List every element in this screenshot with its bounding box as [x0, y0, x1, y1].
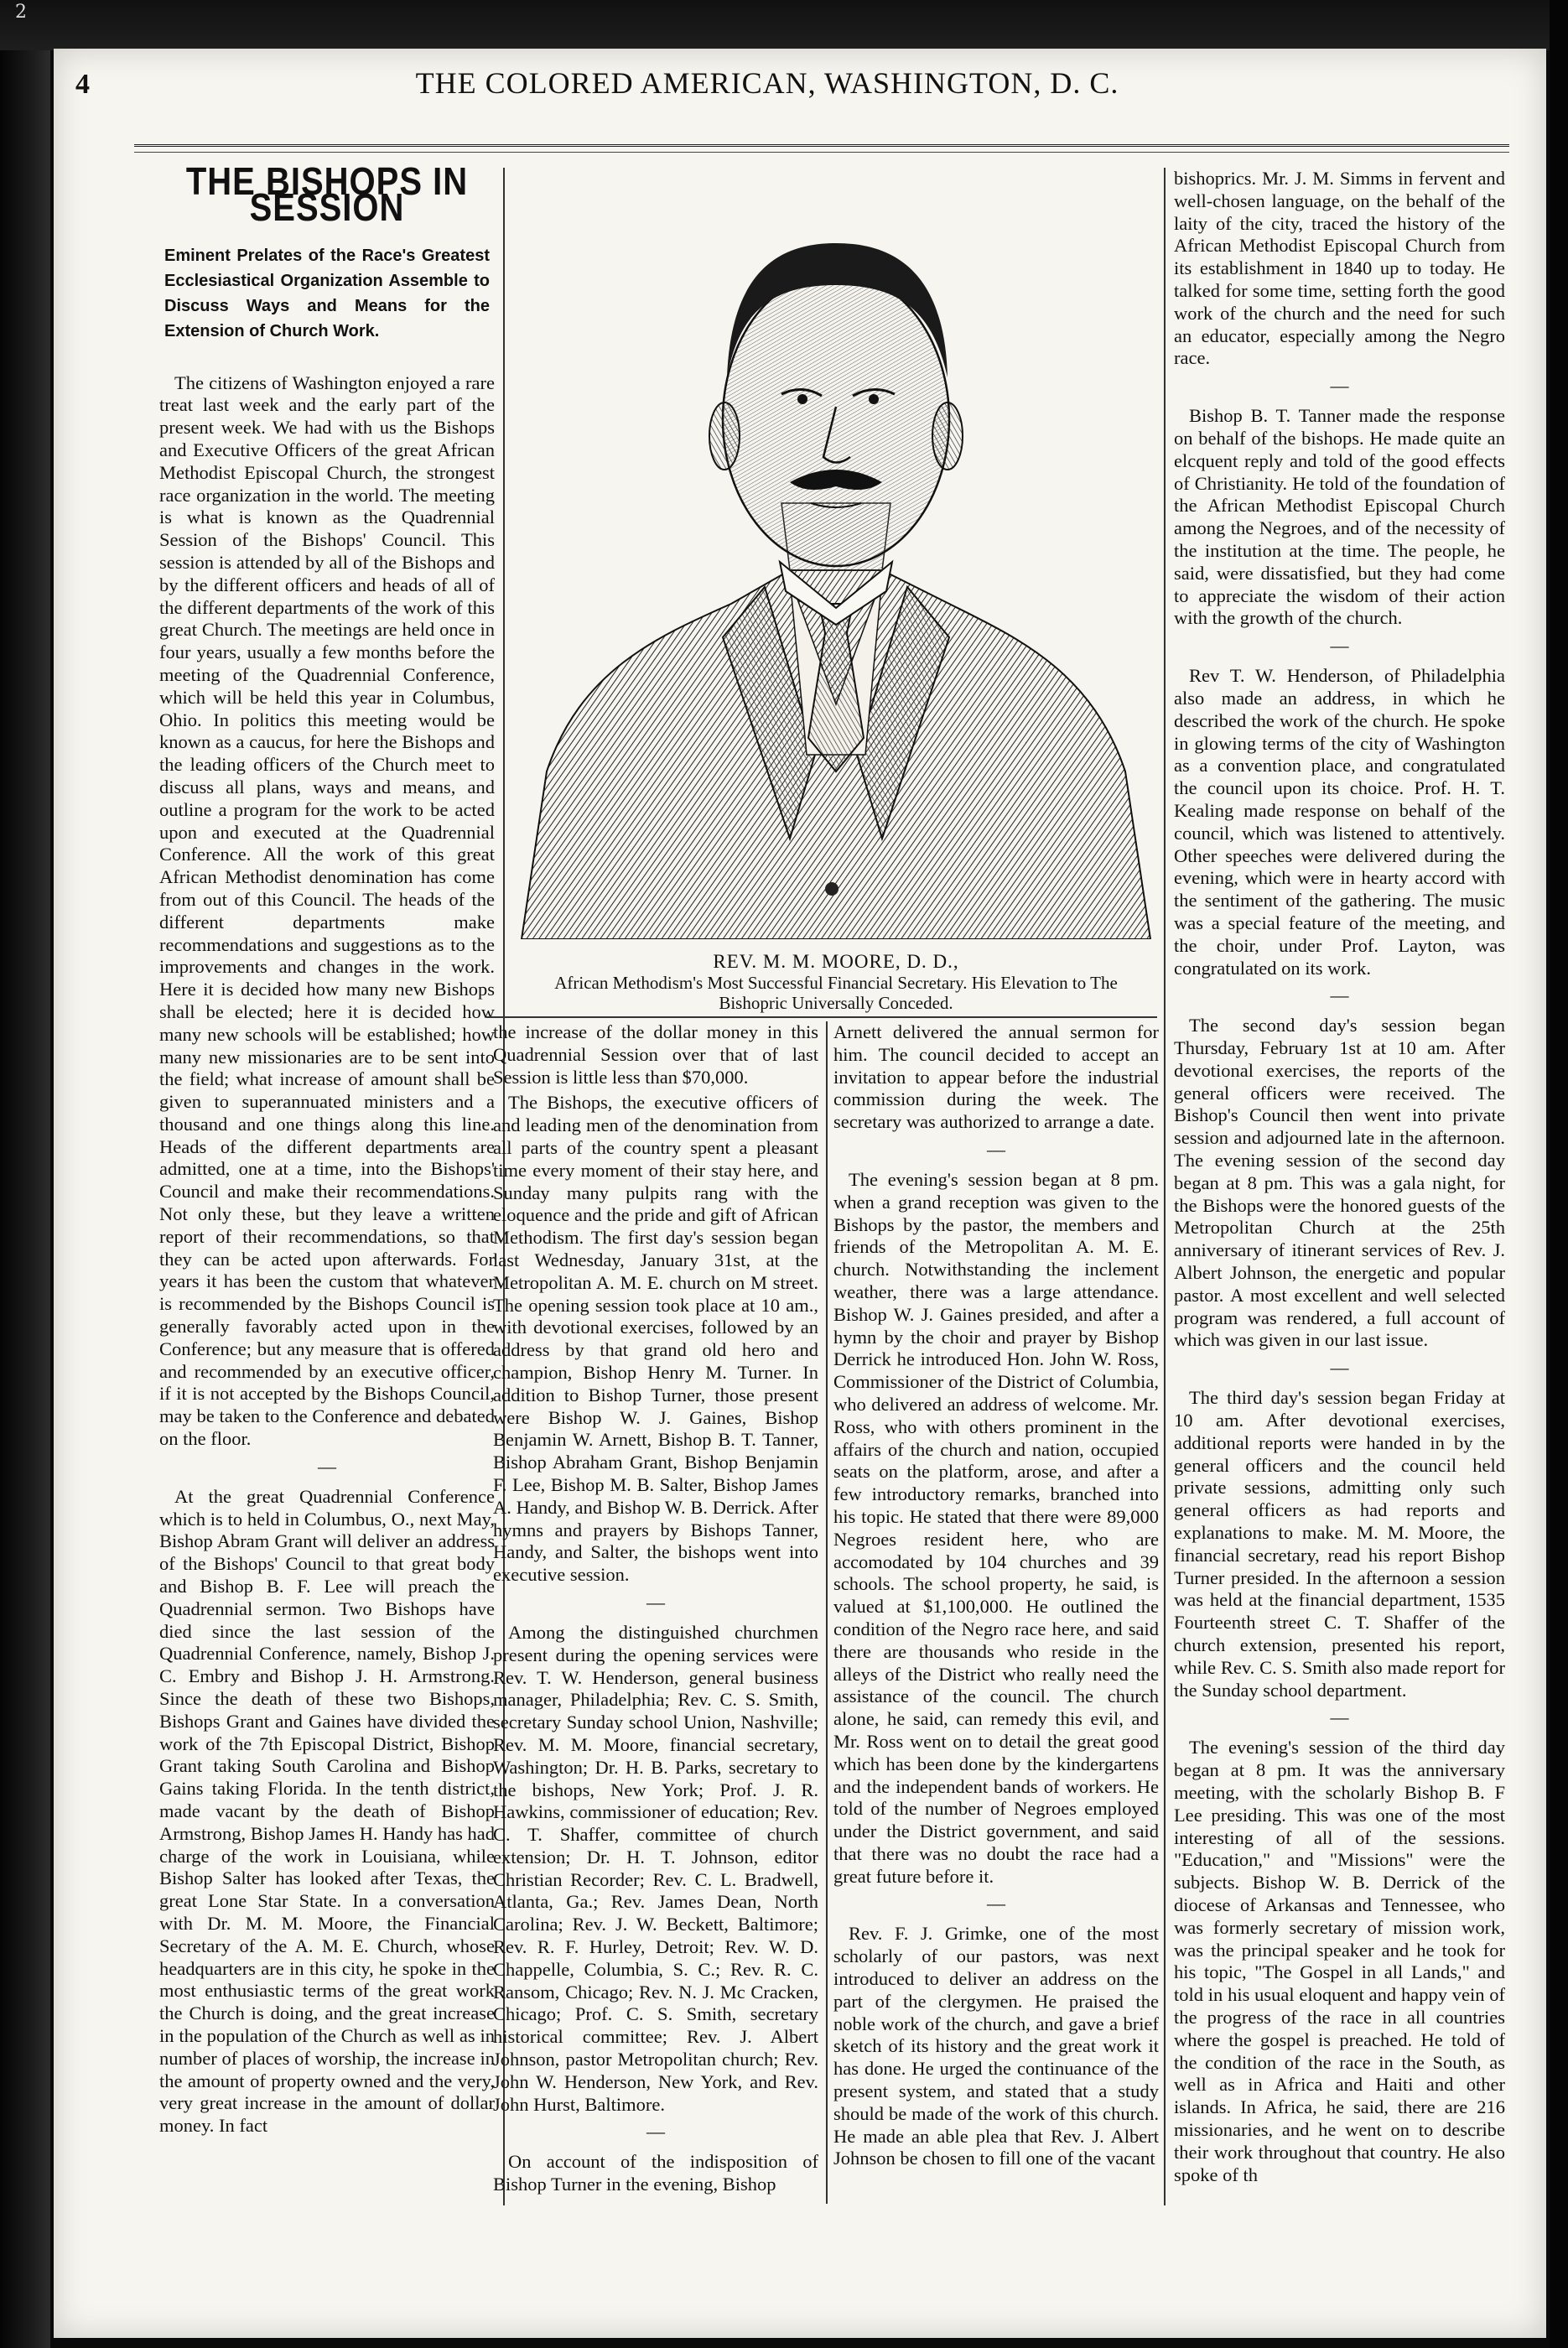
paragraph — [159, 1486, 495, 2138]
paragraph — [833, 1923, 1159, 2170]
column-2 — [493, 1021, 818, 2196]
paragraph — [493, 2151, 818, 2196]
paragraph — [1174, 1387, 1505, 1701]
masthead-rule-thin — [134, 152, 1509, 153]
separator: — — [1330, 635, 1349, 657]
portrait — [513, 168, 1159, 1013]
paragraph-text: Among the distinguished churchmen present during the opening services were Rev. T. W. Henderson, general business manager, Philadelphia; Rev. C. S. Smith, secretary Sunday school Union, Nashville; Rev. M. M. Moore, financial secretary, Washington; Dr. H. B. Parks, secretary to the bishops, New York; Prof. J. R. Hawkins, commissioner of education; Rev. C. T. Shaffer, committee of church extension; Dr. H. T. Johnson, editor Christian Recorder; Rev. C. L. Bradwell, Atlanta, Ga.; Rev. James Dean, North Carolina; Rev. J. W. Beckett, Baltimore; Rev. R. F. Hurley, Detroit; Rev. W. D. Chappelle, Columbia, S. C.; Rev. R. C. Ransom, Chicago; Rev. N. J. Mc Cracken, Chicago; Prof. C. S. Smith, secretary historical committee; Rev. J. Albert Johnson, pastor Metropolitan church; Rev. John W. Henderson, New York, and Rev. John Hurst, Baltimore. — [493, 1621, 818, 2115]
paragraph-text: Rev T. W. Henderson, of Philadelphia also made an address, in which he described the work of the church. He spoke in glowing terms of the city of Washington as a convention place, and congratulated the council upon its choice. Prof. H. T. Kealing made response on behalf of the council, which was listened to attentively. Other speeches were delivered during the evening, which were in hearty accord with the sentiment of the gathering. The music was a special feature of the meeting, and the choir, under Prof. Layton, was congratulated on its work. — [1174, 665, 1505, 979]
separator: — — [318, 1455, 336, 1477]
paragraph-text: The evening's session of the third day began at 8 pm. It was the anniversary meeting, with the scholarly Bishop B. F Lee presiding. This was one of the most interesting of all of the sessions. "Education," and "Missions" were the subjects. Bishop W. B. Derrick of the diocese of Arkansas and Tennessee, who was formerly secretary of mission work, was the principal speaker and he took for his topic, "The Gospel in all Lands," and told in his usual eloquent and happy vein of the progress of the race in all countries where the gospel is preached. He told of the condition of the race in the South, as well as in Africa and Haiti and other islands. In Africa, he said, there are 216 missionaries, and he went on to describe their work throughout that country. He also spoke of th — [1174, 1737, 1505, 2185]
paragraph-text: Arnett delivered the annual sermon for him. The council decided to accept an invitation to appear before the industrial commission during the week. The secretary was authorized to arrange a date. — [833, 1021, 1159, 1133]
paragraph-text: The citizens of Washington enjoyed a rare treat last week and the early part of the present week. We had with us the Bishops and Executive Officers of the great African Methodist Episcopal Church, the strongest race organization in the world. The meeting is what is known as the Quadrennial Session of the Bishops' Council. This session is attended by all of the Bishops and by the different officers and heads of all of the different departments of the work of this great Church. The meetings are held once in four years, usually a few months before the meeting of the Quadrennial Conference, which will be held this year in Columbus, Ohio. In politics this meeting would be known as a caucus, for here the Bishops and the leading officers of the Church meet to discuss all plans, ways and means, and outline a program for the work to be acted upon and executed at the Quadrennial Conference. All the work of this great African Methodist denomination has come from out of this Council. The heads of the different departments make recommendations and suggestions as to the improvements and changes in the work. Here it is decided how many new Bishops shall be elected; here it is decided how many new schools will be established; how many new missionaries are to be sent into the field; what increase of amount shall be given to superannuated ministers and a thousand and one things along this line. Heads of the different departments are admitted, one at a time, into the Bishops' Council and make their recommendations. Not only these, but they leave a written report of their recommendations, so that they can be acted upon afterwards. For years it has been the custom that whatever is recommended by the Bishops Council is generally favorably acted upon in the Conference; but any measure that is offered and recommended by an executive officer, if it is not accepted by the Bishops Council, may be taken to the Conference and debated on the floor. — [159, 371, 495, 1450]
margin-mark: 2 — [15, 2, 27, 23]
subheadline: Eminent Prelates of the Race's Greatest Ecclesiastical Organization Assemble to Discuss Ways and Means for the Extension of Church Work. — [164, 246, 490, 340]
column-3 — [833, 1021, 1159, 2170]
portrait-engraving — [513, 168, 1159, 939]
scan-border-left — [0, 0, 50, 2348]
portrait-caption: African Methodism's Most Successful Financial Secretary. His Elevation to The Bishopric Universally Conceded. — [554, 973, 1118, 1013]
scan-border-right — [1550, 0, 1568, 2348]
paragraph-text: The second day's session began Thursday, February 1st at 10 am. After devotional exercises, the reports of the general officers were received. The Bishop's Council then went into private session and adjourned late in the afternoon. The evening session of the second day began at 8 pm. This was a gala night, for the Bishops were the honored guests of the Metropolitan Church at the 25th anniversary of itinerant services of Rev. J. Albert Johnson, the energetic and popular pastor. A most excellent and well selected program was rendered, a full account of which was given in our last issue. — [1174, 1015, 1505, 1351]
separator: — — [1330, 375, 1349, 397]
separator: — — [987, 1138, 1005, 1160]
paragraph — [1174, 405, 1505, 630]
column-rule — [1164, 168, 1166, 2205]
paragraph — [1174, 665, 1505, 979]
column-1 — [159, 160, 495, 2138]
paragraph — [1174, 1015, 1505, 1352]
portrait-name: REV. M. M. MOORE, D. D., — [713, 951, 959, 972]
paragraph-text: On account of the indisposition of Bishop Turner in the evening, Bishop — [493, 2151, 818, 2195]
paragraph-text: At the great Quadrennial Conference which is to held in Columbus, O., next May, Bishop Abram Grant will deliver an address of the Bishops' Council to that great body and Bishop B. F. Lee will preach the Quadrennial sermon. Two Bishops have died since the last session of the Quadrennial Conference, namely, Bishop J. C. Embry and Bishop J. H. Armstrong. Since the death of these two Bishops, Bishops Grant and Gaines have divided the work of the 7th Episcopal District, Bishop Grant taking South Carolina and Bishop Gains taking Florida. In the tenth district, made vacant by the death of Bishop Armstrong, Bishop James H. Handy has had charge of the work in Louisiana, while Bishop Salter has looked after Texas, the great Lone Star State. In a conversation with Dr. M. M. Moore, the Financial Secretary of the A. M. E. Church, whose headquarters are in this city, he spoke in the most enthusiastic terms of the great work the Church is doing, and the great increase in the population of the Church as well as in number of places of worship, the increase in the amount of property owned and the very, very great increase in the amount of dollar money. In fact — [159, 1485, 495, 2137]
masthead — [75, 59, 1467, 101]
paragraph — [833, 1021, 1159, 1134]
paragraph-text: Rev. F. J. Grimke, one of the most scholarly of our pastors, was next introduced to deliver an address on the part of the clergymen. He praised the noble work of the church, and gave a brief sketch of its history and the great work it has done. He urged the continuance of the present system, and stated that a study should be made of the work of this church. He made an able plea that Rev. J. Albert Johnson be chosen to fill one of the vacant — [833, 1923, 1159, 2169]
paragraph-text: the increase of the dollar money in this Quadrennial Session over that of last Session is little less than $70,000. — [493, 1021, 818, 1088]
separator: — — [646, 1591, 665, 1613]
paper-title: THE COLORED AMERICAN, WASHINGTON, D. C. — [415, 66, 1119, 100]
paragraph — [833, 1169, 1159, 1888]
separator: — — [1330, 984, 1349, 1006]
masthead-rule — [134, 144, 1509, 147]
paragraph-text: Bishop B. T. Tanner made the response on behalf of the bishops. He made quite an elcquent reply and told of the good effects of Christianity. He told of the foundation of the African Methodist Episcopal Church among the Negroes, and of the necessity of the institution at the time. The people, he said, were dissatisfied, but they had come to appreciate the wisdom of their action with the growth of the church. — [1174, 405, 1505, 629]
caption-rule — [486, 1016, 1157, 1018]
page-number: 4 — [75, 69, 90, 100]
separator: — — [646, 2121, 665, 2143]
paragraph-text: The evening's session began at 8 pm. when a grand reception was given to the Bishops by the pastor, the members and friends of the Metropolitan A. M. E. church. Notwithstanding the inclement weather, there was a large attendance. Bishop W. J. Gaines presided, and after a hymn by the choir and prayer by Bishop Derrick he introduced Hon. John W. Ross, Commissioner of the District of Columbia, who delivered an address of welcome. Mr. Ross, who with others prominent in the affairs of the church and nation, occupied seats on the platform, arose, and after a few introductory remarks, branched into his topic. He stated that there were 89,000 Negroes resident here, who are accomodated by 104 churches and 39 schools. The school property, he said, is valued at $1,100,000. He outlined the condition of the Negro race here, and said there are thousands who reside in the alleys of the District who really need the assistance of the council. The church alone, he said, can remedy this evil, and Mr. Ross went on to detail the great good which has been done by the kindergartens and the independent bands of workers. He told of the number of Negroes employed under the District government, and said that there was no doubt the race had a great future before it. — [833, 1168, 1159, 1887]
paragraph — [493, 1622, 818, 2117]
paragraph — [159, 372, 495, 1451]
paragraph — [1174, 1737, 1505, 2186]
separator: — — [1330, 1357, 1349, 1379]
paragraph-text: bishoprics. Mr. J. M. Simms in fervent and well-chosen language, on the behalf of the laity of the city, traced the history of the African Methodist Episcopal Church from its establishment in 1840 up to today. He talked for some time, setting forth the good work of the church and the need for such an educator, especially among the Negro race. — [1174, 168, 1505, 369]
paragraph-text: The third day's session began Friday at 10 am. After devotional exercises, additional reports were handed in by the general officers and the council held private sessions, admitting only such general officers as had reports and explanations to make. M. M. Moore, the financial secretary, read his report Bishop Turner presided. In the afternoon a session was held at the financial department, 1535 Fourteenth street C. T. Shaffer of the church extension, presented his report, while Rev. C. S. Smith also made report for the Sunday school department. — [1174, 1387, 1505, 1701]
headline: THE BISHOPS IN SESSION — [185, 160, 469, 230]
scan-border-top — [0, 0, 1568, 50]
paragraph — [493, 1092, 818, 1587]
column-4 — [1174, 168, 1505, 2186]
paragraph-text: The Bishops, the executive officers of and leading men of the denomination from all parts of the country spent a pleasant time every moment of their stay here, and Sunday many pulpits rang with the eloquence and the pride and gift of African Methodism. The first day's session began last Wednesday, January 31st, at the Metropolitan A. M. E. church on M street. The opening session took place at 10 am., with devotional exercises, followed by an address by that grand old hero and champion, Bishop Henry M. Turner. In addition to Bishop Turner, those present were Bishop W. J. Gaines, Bishop Benjamin W. Arnett, Bishop B. T. Tanner, Bishop Abraham Grant, Bishop Benjamin F. Lee, Bishop M. B. Salter, Bishop James A. Handy, and Bishop W. B. Derrick. After hymns and prayers by Bishops Tanner, Handy, and Salter, the bishops went into executive session. — [493, 1092, 818, 1586]
paragraph — [493, 1021, 818, 1088]
paragraph — [1174, 168, 1505, 370]
separator: — — [1330, 1706, 1349, 1728]
column-rule — [826, 1021, 828, 2204]
separator: — — [987, 1893, 1005, 1914]
